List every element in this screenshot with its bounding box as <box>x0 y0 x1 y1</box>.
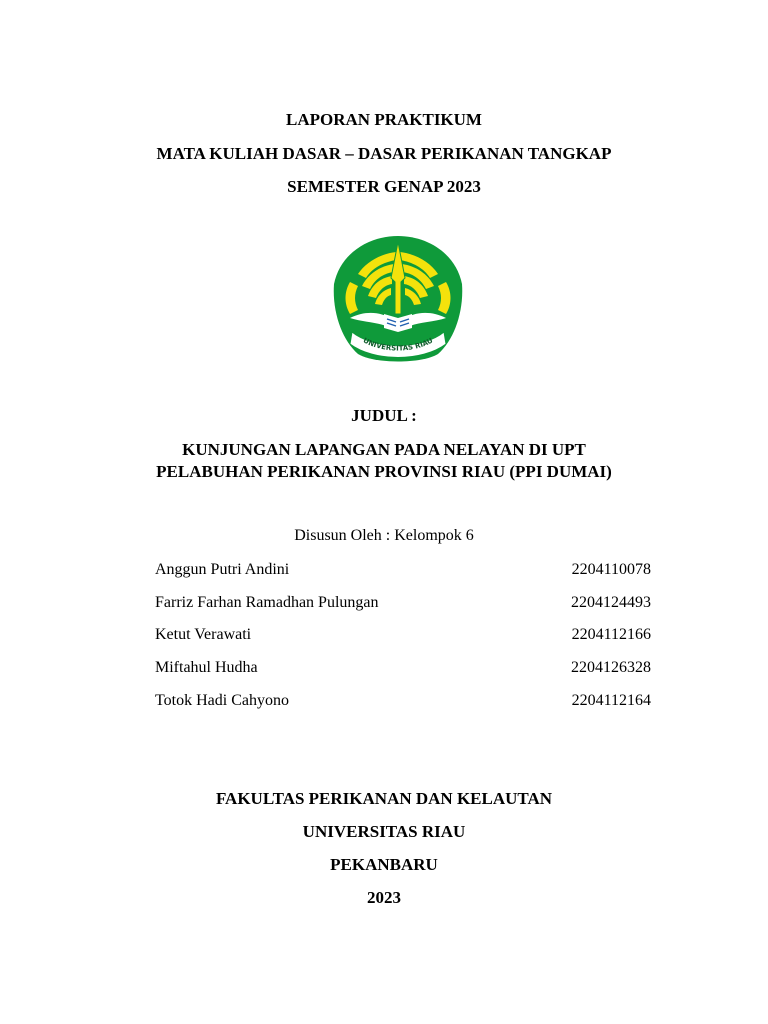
member-name: Farriz Farhan Ramadhan Pulungan <box>155 594 379 611</box>
member-nim: 2204110078 <box>571 561 651 578</box>
member-nim: 2204124493 <box>571 594 651 611</box>
member-row <box>155 626 651 650</box>
authors-heading: Disusun Oleh : Kelompok 6 <box>294 527 474 544</box>
semester: SEMESTER GENAP 2023 <box>287 177 481 196</box>
title-line-2: PELABUHAN PERIKANAN PROVINSI RIAU (PPI DUMAI) <box>156 462 612 481</box>
faculty-name: FAKULTAS PERIKANAN DAN KELAUTAN <box>215 789 553 808</box>
member-nim: 2204112164 <box>571 692 651 709</box>
member-nim: 2204126328 <box>571 659 651 676</box>
title-line-1: KUNJUNGAN LAPANGAN PADA NELAYAN DI UPT <box>182 440 586 459</box>
title-label: JUDUL : <box>351 406 417 425</box>
member-row <box>155 594 651 618</box>
university-name: UNIVERSITAS RIAU <box>302 822 466 841</box>
member-row <box>155 561 651 585</box>
member-name: Miftahul Hudha <box>155 659 258 676</box>
member-name: Totok Hadi Cahyono <box>155 692 289 709</box>
member-name: Anggun Putri Andini <box>155 561 290 578</box>
city-name: PEKANBARU <box>330 855 438 874</box>
universitas-riau-logo <box>330 232 466 368</box>
member-row <box>155 692 651 716</box>
member-name: Ketut Verawati <box>155 626 252 643</box>
course-name: MATA KULIAH DASAR – DASAR PERIKANAN TANGKAP <box>156 144 612 163</box>
member-row <box>155 659 651 683</box>
report-type: LAPORAN PRAKTIKUM <box>286 110 482 129</box>
member-nim: 2204112166 <box>571 626 651 643</box>
year: 2023 <box>367 888 401 907</box>
logo-text: UNIVERSITAS RIAU <box>361 336 435 353</box>
